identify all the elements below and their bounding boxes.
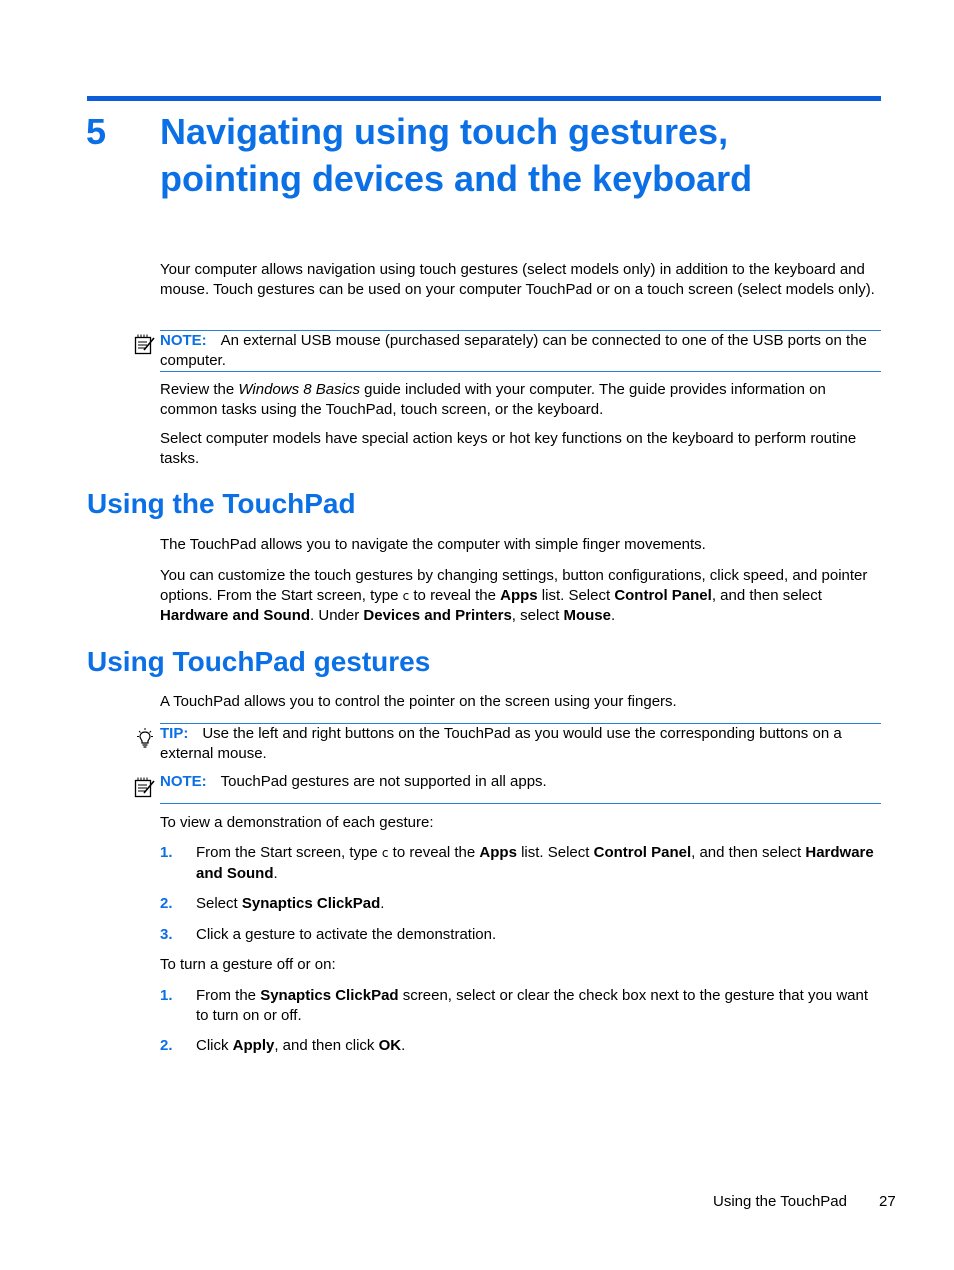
chapter-title-line-1: Navigating using touch gestures, bbox=[160, 111, 729, 152]
toggle-step-text: Click Apply, and then click OK. bbox=[196, 1037, 406, 1054]
note-label: NOTE: bbox=[160, 773, 207, 790]
footer-section-title: Using the TouchPad bbox=[713, 1193, 847, 1210]
section-heading-gestures: Using TouchPad gestures bbox=[87, 646, 431, 677]
charm-key-glyph: c bbox=[381, 846, 389, 860]
note-label: NOTE: bbox=[160, 332, 207, 349]
demo-step-number: 3. bbox=[160, 926, 173, 943]
note-icon bbox=[134, 333, 156, 355]
toggle-step-text: From the Synaptics ClickPad screen, select or clear the check box next to the gesture that you want to turn on or off. bbox=[196, 987, 869, 1024]
chapter-number: 5 bbox=[86, 111, 107, 152]
note-icon bbox=[134, 776, 156, 798]
tip-box bbox=[160, 723, 881, 763]
section-heading-touchpad: Using the TouchPad bbox=[87, 488, 356, 519]
touchpad-paragraph-2: You can customize the touch gestures by changing settings, button configurations, click speed, and pointer options. From the Start screen, type c to reveal the Apps list. Select Control Panel, and then select Hardware and Sound. Under Devices and Printers, select Mouse. bbox=[160, 567, 868, 624]
note-gestures-apps bbox=[160, 772, 881, 804]
gestures-paragraph-1: A TouchPad allows you to control the pointer on the screen using your fingers. bbox=[160, 693, 677, 710]
chapter-rule bbox=[87, 96, 881, 101]
review-paragraph: Review the Windows 8 Basics guide included with your computer. The guide provides information on common tasks using the TouchPad, touch screen, or the keyboard. bbox=[160, 381, 826, 418]
touchpad-paragraph-1: The TouchPad allows you to navigate the computer with simple finger movements. bbox=[160, 536, 706, 553]
page-number: 27 bbox=[879, 1193, 896, 1210]
demo-step-number: 2. bbox=[160, 895, 173, 912]
demo-step-text: Select Synaptics ClickPad. bbox=[196, 895, 385, 912]
lightbulb-icon bbox=[134, 727, 156, 749]
note-text: TouchPad gestures are not supported in all apps. bbox=[220, 773, 547, 790]
note-usb-mouse bbox=[160, 330, 881, 372]
intro-paragraph: Your computer allows navigation using touch gestures (select models only) in addition to the keyboard and mouse. Touch gestures can be used on your computer TouchPad or on a touch screen (select models only). bbox=[160, 261, 875, 298]
toggle-intro: To turn a gesture off or on: bbox=[160, 956, 336, 973]
chapter-title-line-2: pointing devices and the keyboard bbox=[160, 158, 753, 199]
chapter-title bbox=[160, 108, 880, 202]
note-text: An external USB mouse (purchased separately) can be connected to one of the USB ports on the computer. bbox=[160, 332, 867, 369]
demo-step-text: From the Start screen, type c to reveal the Apps list. Select Control Panel, and then select Hardware and Sound. bbox=[196, 844, 874, 882]
demo-step-text: Click a gesture to activate the demonstration. bbox=[196, 926, 497, 943]
tip-text: Use the left and right buttons on the TouchPad as you would use the corresponding buttons on a external mouse. bbox=[160, 725, 842, 762]
toggle-step-number: 2. bbox=[160, 1037, 173, 1054]
demo-intro: To view a demonstration of each gesture: bbox=[160, 814, 434, 831]
tip-label: TIP: bbox=[160, 725, 189, 742]
select-models-paragraph: Select computer models have special action keys or hot key functions on the keyboard to perform routine tasks. bbox=[160, 430, 857, 467]
demo-step-number: 1. bbox=[160, 844, 173, 861]
charm-key-glyph: c bbox=[402, 588, 410, 603]
toggle-step-number: 1. bbox=[160, 987, 173, 1004]
